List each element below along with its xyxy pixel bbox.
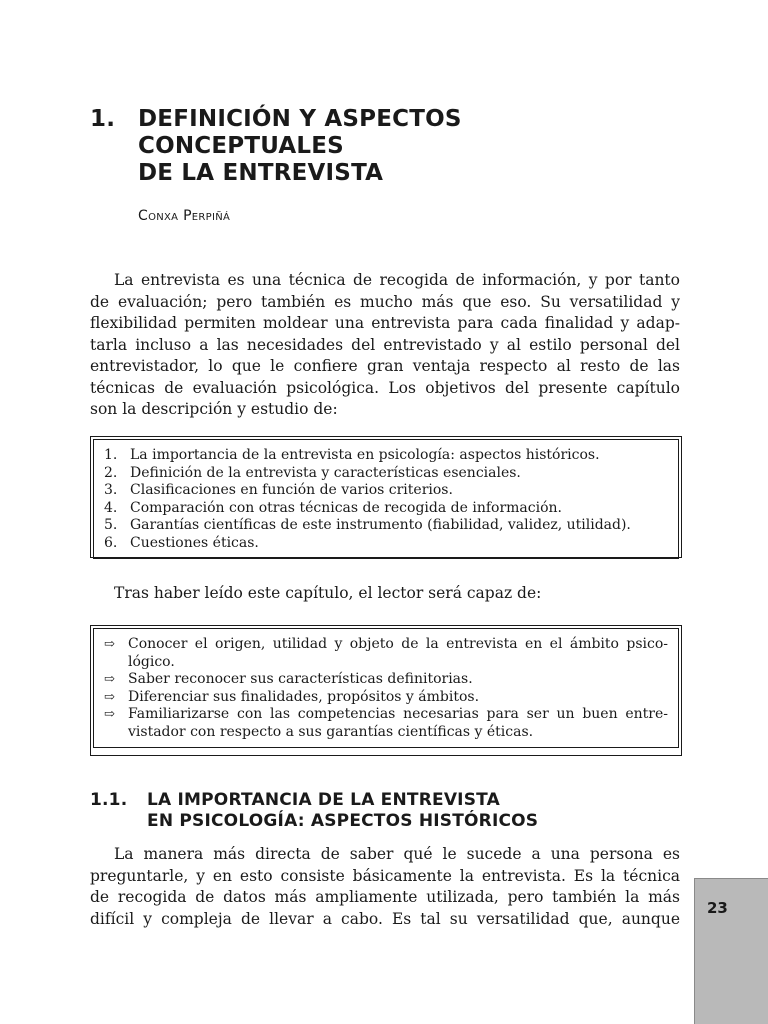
intro-paragraph	[90, 270, 680, 421]
objective-item	[104, 482, 668, 500]
arrow-right-icon: ⇨	[104, 707, 115, 722]
objective-text: La importancia de la entrevista en psicología: aspectos históricos.	[130, 447, 600, 463]
text-line: entrevistador, lo que le confiere gran ventaja respecto al resto de las	[90, 357, 680, 375]
goal-item	[104, 671, 668, 689]
section-paragraph	[90, 844, 680, 930]
text-line: Tras haber leído este capítulo, el lector será capaz de:	[114, 584, 542, 602]
objective-item	[104, 465, 668, 483]
arrow-right-icon: ⇨	[104, 689, 115, 705]
objective-item	[104, 447, 668, 465]
section-number: 1.1.	[90, 790, 128, 810]
text-line: tarla incluso a las necesidades del entrevistado y al estilo personal del	[90, 335, 680, 354]
goals-intro	[114, 583, 674, 605]
objective-number: 5.	[104, 517, 118, 533]
goal-item	[104, 689, 668, 707]
section-heading	[90, 790, 538, 832]
objective-number: 6.	[104, 534, 118, 551]
objective-item	[104, 500, 668, 518]
objective-item	[104, 535, 668, 553]
text-line: flexibilidad permiten moldear una entrevista para cada finalidad y adap-	[90, 314, 680, 332]
text-line: de recogida de datos más ampliamente utilizada, pero también la más	[90, 888, 680, 906]
objective-text: Comparación con otras técnicas de recogida de información.	[130, 499, 562, 516]
objective-number: 3.	[104, 482, 118, 498]
goals-box	[90, 625, 682, 756]
section-title-line: LA IMPORTANCIA DE LA ENTREVISTA	[147, 790, 500, 810]
objective-text: Clasificaciones en función de varios criterios.	[130, 482, 453, 498]
goal-item	[104, 636, 668, 671]
text-line: son la descripción y estudio de:	[90, 400, 338, 418]
chapter-title	[90, 106, 462, 187]
goal-text: Saber reconocer sus características definitorias.	[128, 671, 473, 687]
arrow-right-icon: ⇨	[104, 637, 115, 652]
page-number: 23	[707, 899, 728, 917]
objective-number: 2.	[104, 464, 118, 481]
objective-text: Garantías científicas de este instrumento (fiabilidad, validez, utilidad).	[130, 517, 631, 533]
section-title-line: EN PSICOLOGÍA: ASPECTOS HISTÓRICOS	[147, 811, 539, 831]
chapter-number: 1.	[90, 106, 116, 132]
text-line: técnicas de evaluación psicológica. Los objetivos del presente capítulo	[90, 378, 680, 397]
text-line: difícil y compleja de llevar a cabo. Es tal su versatilidad que, aunque	[90, 909, 680, 928]
text-line: de evaluación; pero también es mucho más que eso. Su versatilidad y	[90, 292, 680, 311]
page-side-tab	[694, 878, 768, 1024]
goal-text: vistador con respecto a sus garantías científicas y éticas.	[128, 723, 534, 740]
chapter-title-line: DE LA ENTREVISTA	[138, 160, 384, 186]
objective-text: Cuestiones éticas.	[130, 534, 259, 551]
chapter-title-line: DEFINICIÓN Y ASPECTOS	[138, 106, 462, 132]
text-line: preguntarle, y en esto consiste básicamente la entrevista. Es la técnica	[90, 866, 680, 885]
objective-number: 4.	[104, 499, 118, 516]
side-tab-divider	[694, 878, 768, 879]
goal-text: Familiarizarse con las competencias necesarias para ser un buen entre-	[128, 706, 668, 722]
text-line: La entrevista es una técnica de recogida de información, y por tanto	[114, 271, 680, 289]
goal-text: lógico.	[128, 653, 175, 670]
goal-item	[104, 706, 668, 741]
goal-text: Conocer el origen, utilidad y objeto de la entrevista en el ámbito psico-	[128, 636, 668, 652]
objective-item	[104, 517, 668, 535]
objectives-box	[90, 436, 682, 558]
arrow-right-icon: ⇨	[104, 672, 115, 687]
goal-text: Diferenciar sus finalidades, propósitos y ámbitos.	[128, 688, 480, 705]
objective-text: Definición de la entrevista y características esenciales.	[130, 464, 521, 481]
chapter-title-line: CONCEPTUALES	[138, 133, 344, 159]
text-line: La manera más directa de saber qué le sucede a una persona es	[114, 845, 680, 863]
objective-number: 1.	[104, 447, 118, 463]
chapter-author: Conxa Perpiñá	[138, 208, 231, 224]
